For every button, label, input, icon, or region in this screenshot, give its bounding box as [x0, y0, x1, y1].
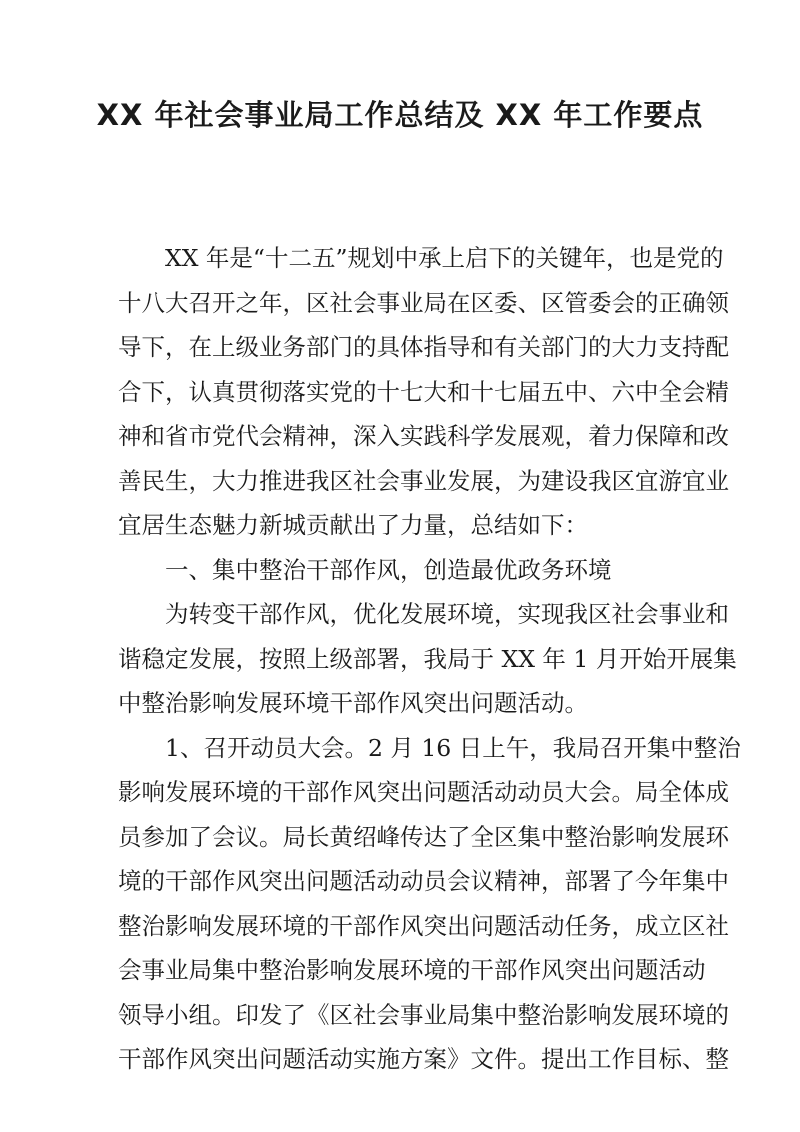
paragraph-line: 整治影响发展环境的干部作风突出问题活动任务，成立区社: [118, 911, 729, 940]
paragraph-line: 影响发展环境的干部作风突出问题活动动员大会。局全体成: [118, 778, 729, 806]
paragraph-line: 为转变干部作风，优化发展环境，实现我区社会事业和: [165, 600, 729, 628]
paragraph-line: 干部作风突出问题活动实施方案》文件。提出工作目标、整: [118, 1045, 729, 1073]
paragraph-line: 善民生，大力推进我区社会事业发展，为建设我区宜游宜业: [118, 466, 729, 495]
paragraph-line: 导下，在上级业务部门的具体指导和有关部门的大力支持配: [118, 333, 729, 361]
paragraph-line: 会事业局集中整治影响发展环境的干部作风突出问题活动: [118, 956, 706, 984]
document-title: XX 年社会事业局工作总结及 XX 年工作要点: [96, 98, 704, 132]
paragraph-line: XX 年是“十二五”规划中承上启下的关键年，也是党的: [165, 244, 724, 272]
section-heading: 一、集中整治干部作风，创造最优政务环境: [165, 555, 612, 584]
paragraph-line: 境的干部作风突出问题活动动员会议精神，部署了今年集中: [118, 867, 729, 895]
paragraph-line: 谐稳定发展，按照上级部署，我局于 XX 年 1 月开始开展集: [118, 644, 737, 673]
paragraph-line: 中整治影响发展环境干部作风突出问题活动。: [118, 689, 588, 717]
paragraph-line: 十八大召开之年，区社会事业局在区委、区管委会的正确领: [118, 288, 729, 317]
paragraph-line: 领导小组。印发了《区社会事业局集中整治影响发展环境的: [118, 1000, 729, 1029]
paragraph-line: 员参加了会议。局长黄绍峰传达了全区集中整治影响发展环: [118, 822, 729, 851]
paragraph-line: 1、召开动员大会。2 月 16 日上午，我局召开集中整治: [165, 733, 741, 762]
paragraph-line: 合下，认真贯彻落实党的十七大和十七届五中、六中全会精: [118, 377, 729, 406]
document-body: [118, 236, 741, 1082]
paragraph-line: 宜居生态魅力新城贡献出了力量，总结如下：: [118, 511, 588, 539]
paragraph-line: 神和省市党代会精神，深入实践科学发展观，着力保障和改: [118, 422, 729, 450]
